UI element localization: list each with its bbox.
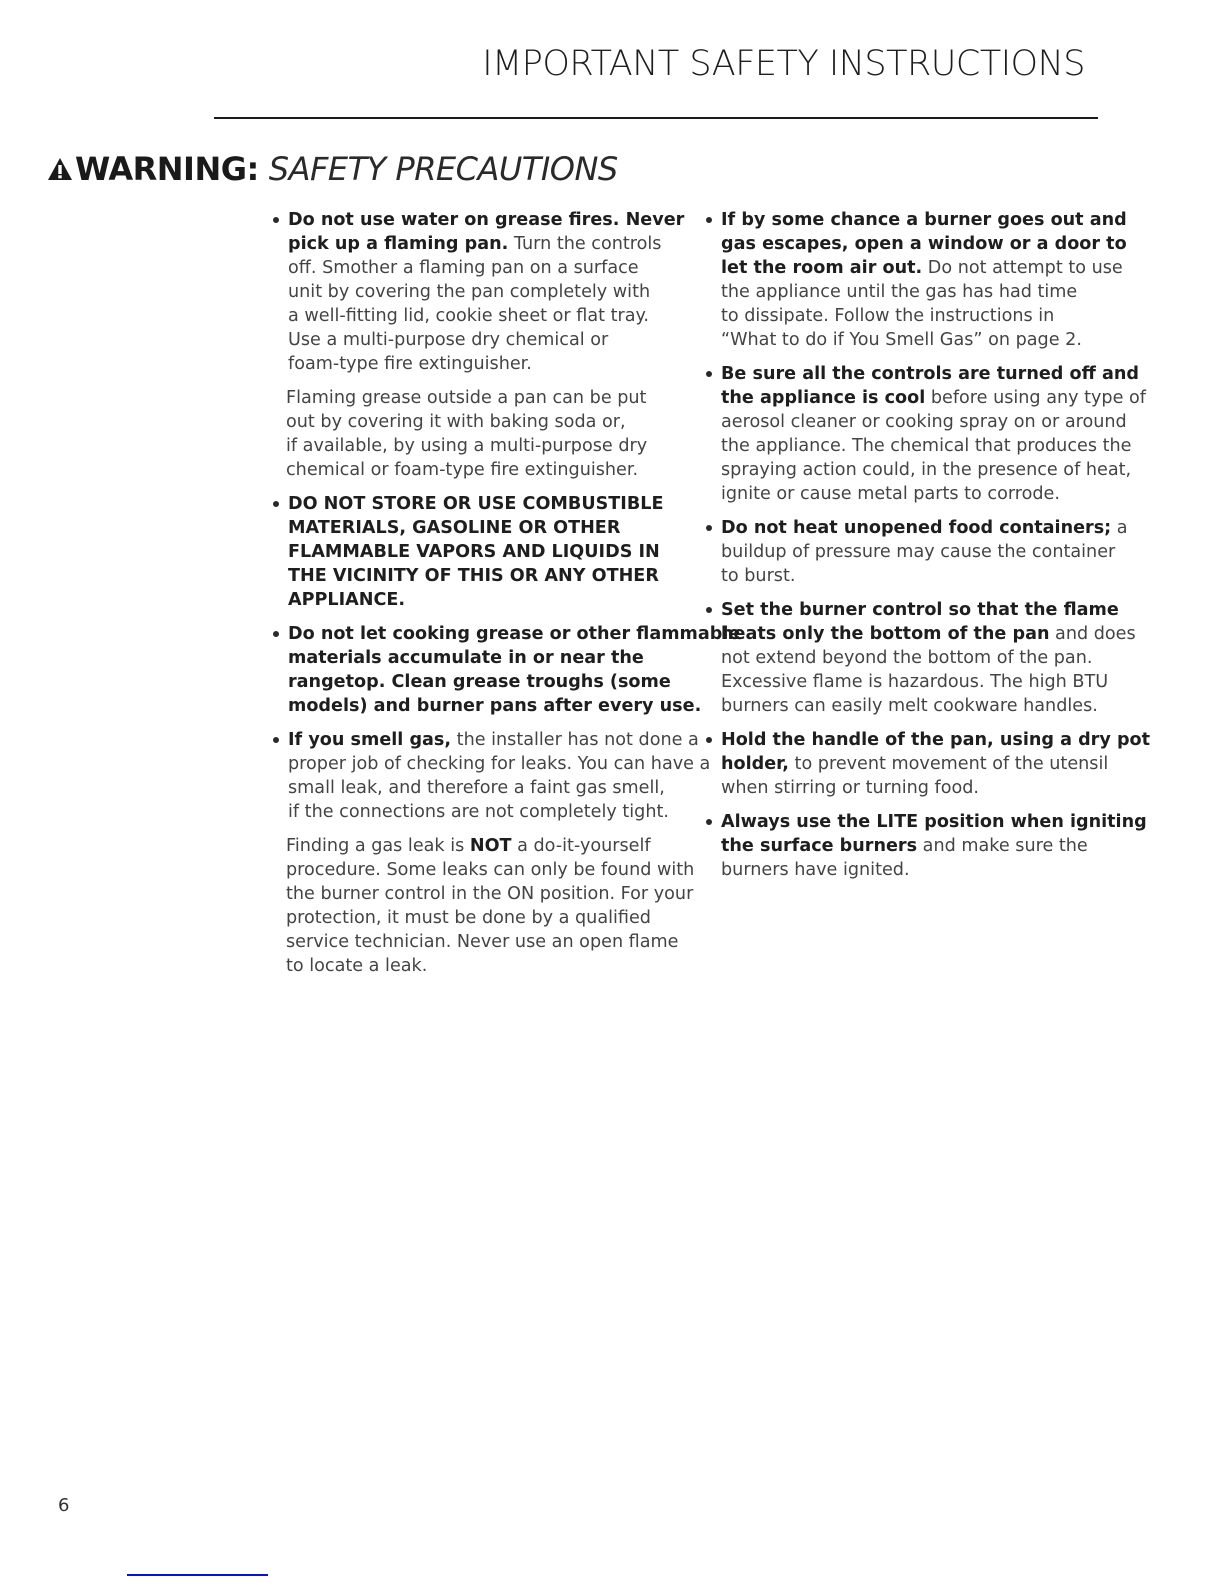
bullet-icon: [706, 371, 712, 377]
body-text: Flaming grease outside a pan can be put: [286, 388, 647, 408]
body-text: proper job of checking for leaks. You can have a: [288, 754, 711, 774]
body-text: when stirring or turning food.: [721, 778, 980, 798]
bullet-icon: [706, 217, 712, 223]
bold-text: Do not let cooking grease or other flammable: [288, 624, 741, 644]
body-text: the appliance. The chemical that produces the: [721, 436, 1132, 456]
body-text: out by covering it with baking soda or,: [286, 412, 626, 432]
bold-text: MATERIALS, GASOLINE OR OTHER: [288, 518, 621, 538]
body-text: and does: [1049, 624, 1136, 644]
bold-text: Do not heat unopened food containers;: [721, 518, 1112, 538]
body-text: if the connections are not completely tight.: [288, 802, 669, 822]
body-text: buildup of pressure may cause the container: [721, 542, 1116, 562]
body-text: to locate a leak.: [286, 956, 428, 976]
body-text: protection, it must be done by a qualified: [286, 908, 651, 928]
bold-text: heats only the bottom of the pan: [721, 624, 1050, 644]
bold-text: NOT: [469, 836, 512, 856]
link-underline[interactable]: [127, 1574, 268, 1576]
bullet-item-lite-position: [705, 810, 1147, 882]
bold-text: If by some chance a burner goes out and: [721, 210, 1127, 230]
bold-text: holder,: [721, 754, 789, 774]
bullet-item-burner-goes-out: [705, 208, 1125, 352]
bold-text: DO NOT STORE OR USE COMBUSTIBLE: [288, 494, 664, 514]
body-text: if available, by using a multi-purpose dry: [286, 436, 648, 456]
header-divider: [214, 117, 1098, 119]
body-text: Do not attempt to use: [922, 258, 1123, 278]
body-text: before using any type of: [925, 388, 1146, 408]
bold-text: Set the burner control so that the flame: [721, 600, 1119, 620]
bullet-icon: [273, 217, 279, 223]
bullet-icon: [706, 525, 712, 531]
warning-label: WARNING:: [75, 150, 259, 188]
body-text: foam-type fire extinguisher.: [288, 354, 532, 374]
body-text: to dissipate. Follow the instructions in: [721, 306, 1055, 326]
paragraph-flaming-grease: [272, 386, 690, 482]
bullet-icon: [706, 819, 712, 825]
bold-text: Do not use water on grease fires. Never: [288, 210, 685, 230]
body-text: and make sure the: [917, 836, 1088, 856]
body-text: “What to do if You Smell Gas” on page 2.: [721, 330, 1082, 350]
body-text: the installer has not done a: [451, 730, 699, 750]
body-text: aerosol cleaner or cooking spray on or around: [721, 412, 1127, 432]
right-column: [705, 208, 1151, 892]
body-text: to burst.: [721, 566, 796, 586]
bold-text: THE VICINITY OF THIS OR ANY OTHER: [288, 566, 659, 586]
bullet-item-controls-off: [705, 362, 1146, 506]
paragraph-gas-leak: [272, 834, 695, 978]
left-column: [272, 208, 741, 988]
bullet-item-grease-fires: [272, 208, 690, 376]
bold-text: If you smell gas,: [288, 730, 452, 750]
bullet-icon: [273, 501, 279, 507]
body-text: burners can easily melt cookware handles.: [721, 696, 1098, 716]
bold-text: pick up a flaming pan.: [288, 234, 509, 254]
body-text: Turn the controls: [508, 234, 662, 254]
body-text: unit by covering the pan completely with: [288, 282, 651, 302]
body-text: Finding a gas leak is: [286, 836, 470, 856]
bullet-item-combustible-materials: [272, 492, 690, 612]
body-text: Excessive flame is hazardous. The high BTU: [721, 672, 1109, 692]
bullet-item-pan-handle: [705, 728, 1151, 800]
bullet-item-unopened-containers: [705, 516, 1128, 588]
bold-text: Hold the handle of the pan, using a dry pot: [721, 730, 1151, 750]
bullet-item-smell-gas: [272, 728, 711, 824]
bullet-icon: [706, 607, 712, 613]
body-text: a: [1111, 518, 1128, 538]
body-text: spraying action could, in the presence of heat,: [721, 460, 1132, 480]
bullet-icon: [273, 737, 279, 743]
bold-text: models) and burner pans after every use.: [288, 696, 702, 716]
page-number: 6: [58, 1495, 70, 1516]
bold-text: Be sure all the controls are turned off and: [721, 364, 1139, 384]
bold-text: the appliance is cool: [721, 388, 926, 408]
body-text: not extend beyond the bottom of the pan.: [721, 648, 1093, 668]
body-text: a well-fitting lid, cookie sheet or flat tray.: [288, 306, 650, 326]
body-text: the burner control in the ON position. For your: [286, 884, 694, 904]
bold-text: materials accumulate in or near the: [288, 648, 644, 668]
body-text: chemical or foam-type fire extinguisher.: [286, 460, 639, 480]
bold-text: let the room air out.: [721, 258, 923, 278]
body-text: off. Smother a flaming pan on a surface: [288, 258, 639, 278]
warning-triangle-icon: [47, 151, 73, 175]
page-header-title: IMPORTANT SAFETY INSTRUCTIONS: [482, 44, 1085, 84]
bold-text: Always use the LITE position when igniting: [721, 812, 1147, 832]
body-text: Use a multi-purpose dry chemical or: [288, 330, 609, 350]
body-text: service technician. Never use an open flame: [286, 932, 679, 952]
bullet-icon: [706, 737, 712, 743]
warning-subtitle: SAFETY PRECAUTIONS: [268, 150, 618, 188]
bullet-icon: [273, 631, 279, 637]
body-text: a do-it-yourself: [511, 836, 651, 856]
body-text: the appliance until the gas has had time: [721, 282, 1078, 302]
body-text: ignite or cause metal parts to corrode.: [721, 484, 1060, 504]
warning-heading: [47, 150, 618, 188]
bold-text: gas escapes, open a window or a door to: [721, 234, 1127, 254]
bold-text: APPLIANCE.: [288, 590, 406, 610]
body-text: burners have ignited.: [721, 860, 910, 880]
bold-text: FLAMMABLE VAPORS AND LIQUIDS IN: [288, 542, 660, 562]
bold-text: the surface burners: [721, 836, 918, 856]
body-text: small leak, and therefore a faint gas smell,: [288, 778, 665, 798]
bullet-item-cooking-grease: [272, 622, 741, 718]
body-text: procedure. Some leaks can only be found with: [286, 860, 695, 880]
bullet-item-burner-control-flame: [705, 598, 1136, 718]
body-text: to prevent movement of the utensil: [788, 754, 1109, 774]
bold-text: rangetop. Clean grease troughs (some: [288, 672, 671, 692]
